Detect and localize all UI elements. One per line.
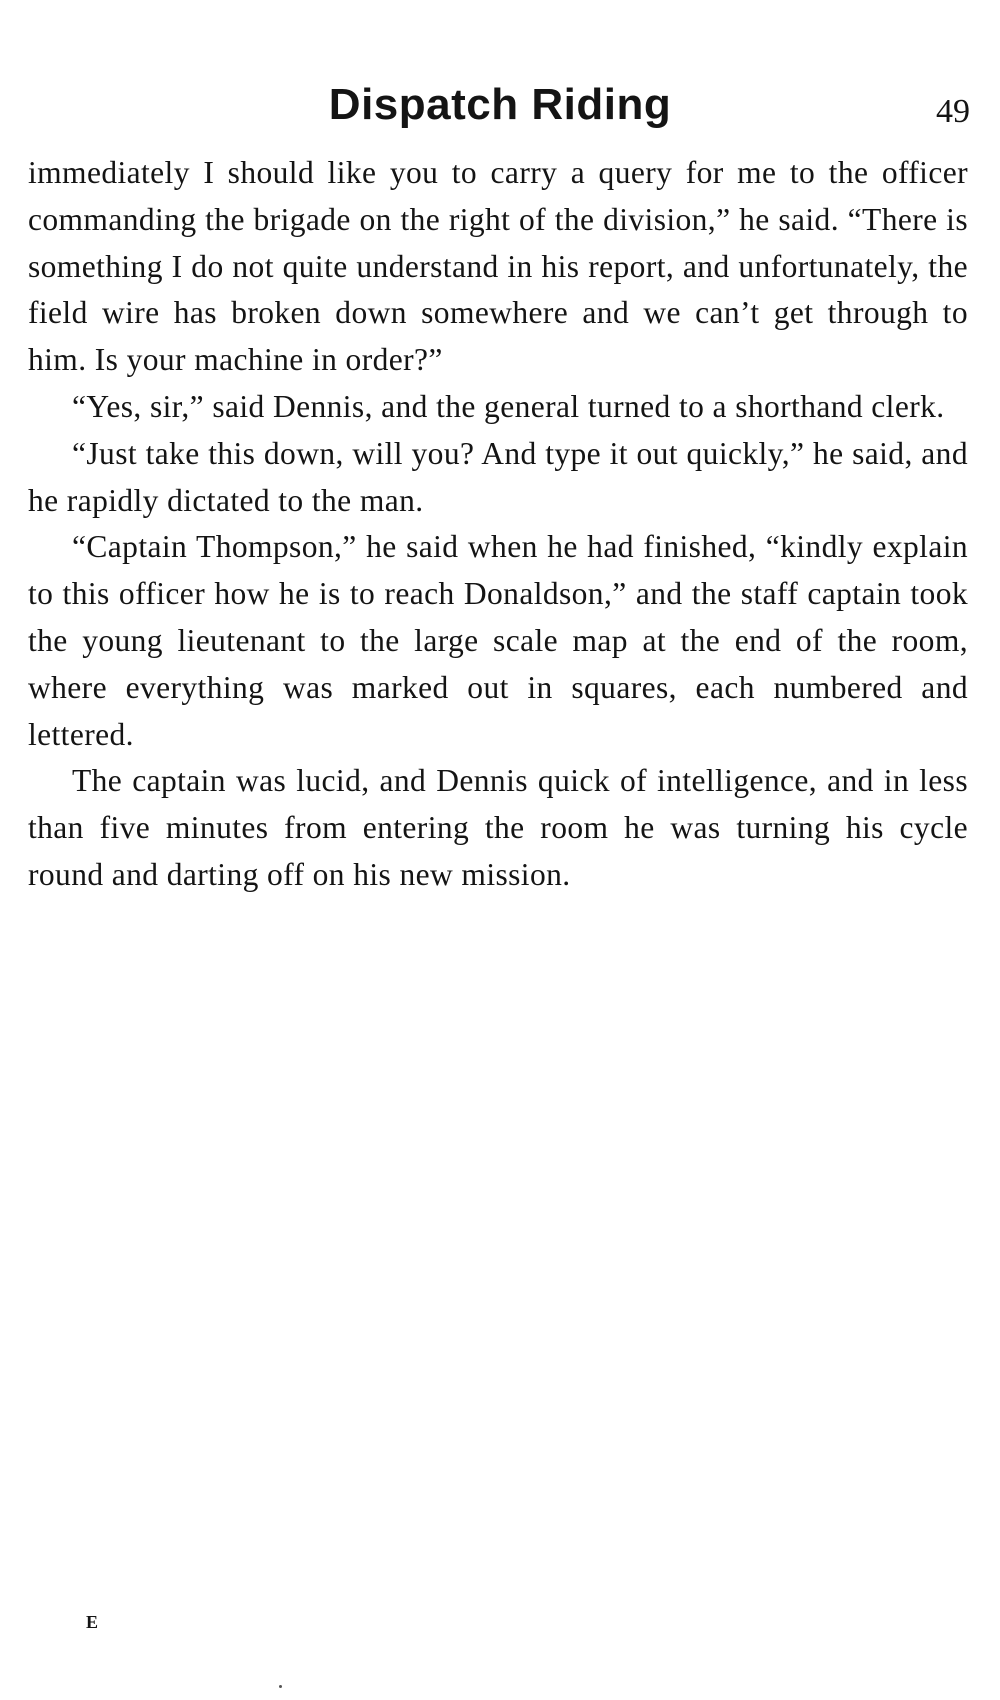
paragraph-continued: immediately I should like you to carry a query for me to the officer commanding the brigade on the right of the division,” he said. “There is something I do not quite understand in his report, and unfortunately, the field wire has broken down somewhere and we can’t get through to him. Is your machine in order?” <box>28 155 968 378</box>
paragraph: “Yes, sir,” said Dennis, and the general turned to a shorthand clerk. <box>72 388 945 424</box>
running-title: Dispatch Riding <box>328 80 672 129</box>
body-text <box>28 150 968 899</box>
running-head <box>0 78 1000 138</box>
paragraph: “Just take this down, will you? And type it out quickly,” he said, and he rapidly dictated to the man. <box>28 435 968 518</box>
signature-mark: E <box>86 1612 99 1632</box>
paragraph: “Captain Thompson,” he said when he had finished, “kindly explain to this officer how he is to reach Donaldson,” and the staff captain took the young lieutenant to the large scale map at the end of the room, where everything was marked out in squares, each numbered and lettered. <box>28 529 968 752</box>
page-number: 49 <box>936 93 970 130</box>
paragraph: The captain was lucid, and Dennis quick of intelligence, and in less than five minutes from entering the room he was turning his cycle round and darting off on his new mission. <box>28 763 968 892</box>
print-speck <box>279 1685 282 1688</box>
